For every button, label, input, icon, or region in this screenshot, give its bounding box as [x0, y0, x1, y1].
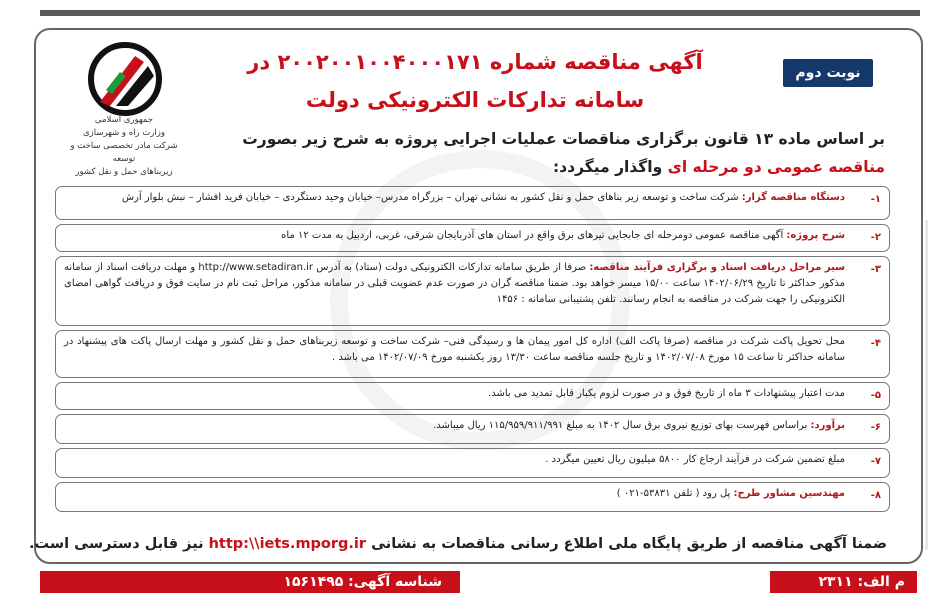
- page-edge-line: [925, 220, 928, 550]
- intro-text: بر اساس ماده ۱۳ قانون برگزاری مناقصات عملیات اجرایی پروژه به شرح زیر بصورت: [242, 130, 885, 148]
- list-item: [55, 414, 890, 444]
- item-label: مهندسین مشاور طرح:: [733, 488, 845, 499]
- item-text: شرکت ساخت و توسعه زیر بناهای حمل و نقل کشور به نشانی تهران – بزرگراه مدرس– خیابان وحید دستگردی – خیابان فرید افشار – نبش بلوار آرش: [121, 192, 742, 203]
- item-text: پل رود ( تلفن ۵۳۸۳۱-۰۲۱ ): [616, 488, 734, 499]
- list-item: [55, 382, 890, 410]
- notice-title-line2: سامانه تدارکات الکترونیکی دولت: [305, 88, 645, 112]
- item-number: ۱-: [870, 194, 881, 205]
- item-number: ۸-: [870, 490, 881, 501]
- item-label: برآورد:: [810, 420, 845, 431]
- item-text: براساس فهرست بهای توزیع نیروی برق سال ۱۴۰۲ به مبلغ ۱۱۵/۹۵۹/۹۱۱/۹۹۱ ریال میباشد.: [433, 420, 811, 431]
- conditions-list: [55, 186, 894, 520]
- round-badge: نوبت دوم: [783, 59, 873, 87]
- intro-text-line2: [245, 158, 885, 176]
- item-number: ۴-: [870, 338, 881, 349]
- item-number: ۳-: [870, 264, 881, 275]
- item-text: مبلغ تضمین شرکت در فرآیند ارجاع کار ۵۸۰۰ میلیون ریال تعیین میگردد .: [545, 454, 845, 465]
- item-number: ۷-: [870, 456, 881, 467]
- item-label: سیر مراحل دریافت اسناد و برگزاری فرآیند مناقصه:: [589, 262, 846, 273]
- ministry-logo-icon: [80, 42, 170, 116]
- mf-number-bar: م الف: ۲۳۱۱: [770, 571, 917, 593]
- item-text: صرفا از طریق سامانه تدارکات الکترونیکی دولت (ستاد) به آدرس http://www.setadiran.ir و مهلت دریافت اسناد از سامانه مذکور حداکثر تا تاریخ ۱۴۰۲/۰۶/۲۹ ساعت ۱۵/۰۰ میسر خواهد بود. ضمنا مناقصه گران در صورت عدم عضویت قبلی در سامانه مذکور، مراحل ثبت نام در سایت فوق و دریافت گواهی امضای الکترونیکی را جهت شرکت در مناقصه به انجام رسانند. تلفن پشتیبانی سامانه : ۱۴۵۶: [64, 262, 845, 305]
- item-number: ۵-: [870, 390, 881, 401]
- list-item: [55, 256, 890, 326]
- footer-text-before: ضمنا آگهی مناقصه از طریق پایگاه ملی اطلاع رسانی مناقصات به نشانی: [366, 536, 887, 552]
- footer-text-after: نیز قابل دسترسی است.: [29, 536, 209, 552]
- org-line: جمهوری اسلامی: [94, 115, 154, 125]
- item-text: مدت اعتبار پیشنهادات ۳ ماه از تاریخ فوق و در صورت لزوم یکبار قابل تمدید می باشد.: [488, 388, 845, 399]
- top-divider: [40, 10, 920, 16]
- org-line: وزارت راه و شهرسازی: [82, 128, 165, 138]
- footer-link[interactable]: http:\\iets.mporg.ir: [208, 536, 367, 552]
- list-item: [55, 482, 890, 512]
- list-item: [55, 330, 890, 378]
- org-line: شرکت مادر تخصصی ساخت و توسعه: [70, 141, 178, 164]
- list-item: [55, 448, 890, 478]
- intro-suffix: واگذار میگردد:: [552, 158, 668, 176]
- notice-title-line1: آگهی مناقصه شماره ۲۰۰۲۰۰۱۰۰۴۰۰۰۱۷۱ در: [247, 50, 703, 74]
- ad-code-bar: شناسه آگهی: ۱۵۶۱۴۹۵: [40, 571, 460, 593]
- org-line: زیربناهای حمل و نقل کشور: [75, 167, 173, 177]
- item-label: دستگاه مناقصه گزار:: [741, 192, 845, 203]
- item-text: آگهی مناقصه عمومی دومرحله ای جابجایی تیرهای برق واقع در استان های آذربایجان شرقی، غربی، اردبیل به مدت ۱۲ ماه: [281, 230, 787, 241]
- list-item: [55, 224, 890, 252]
- footer-note: [27, 536, 887, 552]
- item-number: ۶-: [870, 422, 881, 433]
- item-label: شرح پروژه:: [786, 230, 845, 241]
- item-number: ۲-: [870, 232, 881, 243]
- list-item: [55, 186, 890, 220]
- tender-type: مناقصه عمومی دو مرحله ای: [667, 158, 885, 176]
- organization-block: [64, 114, 184, 179]
- item-text: محل تحویل پاکت شرکت در مناقصه (صرفا پاکت الف) اداره کل امور پیمان ها و رسیدگی فنی– شرکت ساخت و توسعه زیربناهای حمل و نقل کشور و مهلت ارسال پاکت های پیشنهاد در سامانه حداکثر تا ساعت ۱۵ مورخ ۱۴۰۲/۰۷/۰۸ و تاریخ جلسه مناقصه ساعت ۱۳/۳۰ روز یکشنبه مورخ ۱۴۰۲/۰۷/۰۹ می باشد .: [64, 336, 845, 363]
